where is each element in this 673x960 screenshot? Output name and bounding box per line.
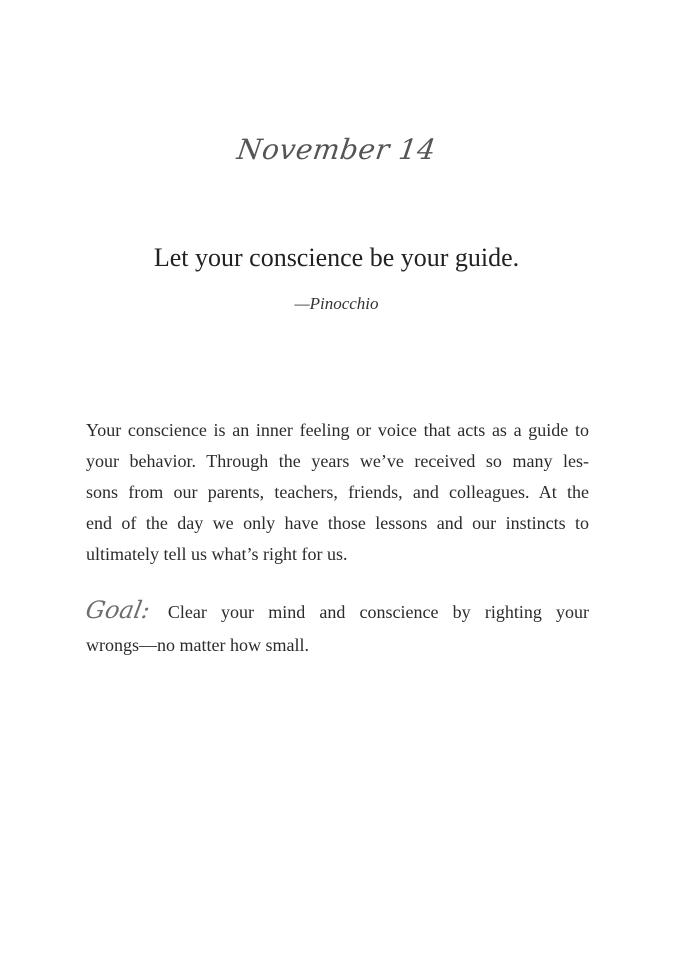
body-line: your behavior. Through the years we’ve received so many les-: [86, 451, 589, 471]
body-paragraph: [86, 415, 589, 570]
body-line: end of the day we only have those lessons and our instincts to: [86, 513, 589, 533]
quote-attribution: —Pinocchio: [294, 294, 379, 313]
goal-label: Goal:: [83, 596, 153, 624]
body-line: sons from our parents, teachers, friends, and colleagues. At the: [86, 482, 589, 502]
body-line: Your conscience is an inner feeling or voice that acts as a guide to: [86, 420, 589, 440]
goal-paragraph: [83, 594, 589, 662]
goal-text-line-2: wrongs—no matter how small.: [86, 635, 309, 655]
page-date-heading: November 14: [235, 133, 438, 166]
goal-text-line-1: Clear your mind and conscience by righting your: [167, 602, 589, 622]
quote-text: Let your conscience be your guide.: [153, 243, 520, 272]
goal-line: [83, 594, 589, 629]
body-line: ultimately tell us what’s right for us.: [86, 544, 348, 564]
